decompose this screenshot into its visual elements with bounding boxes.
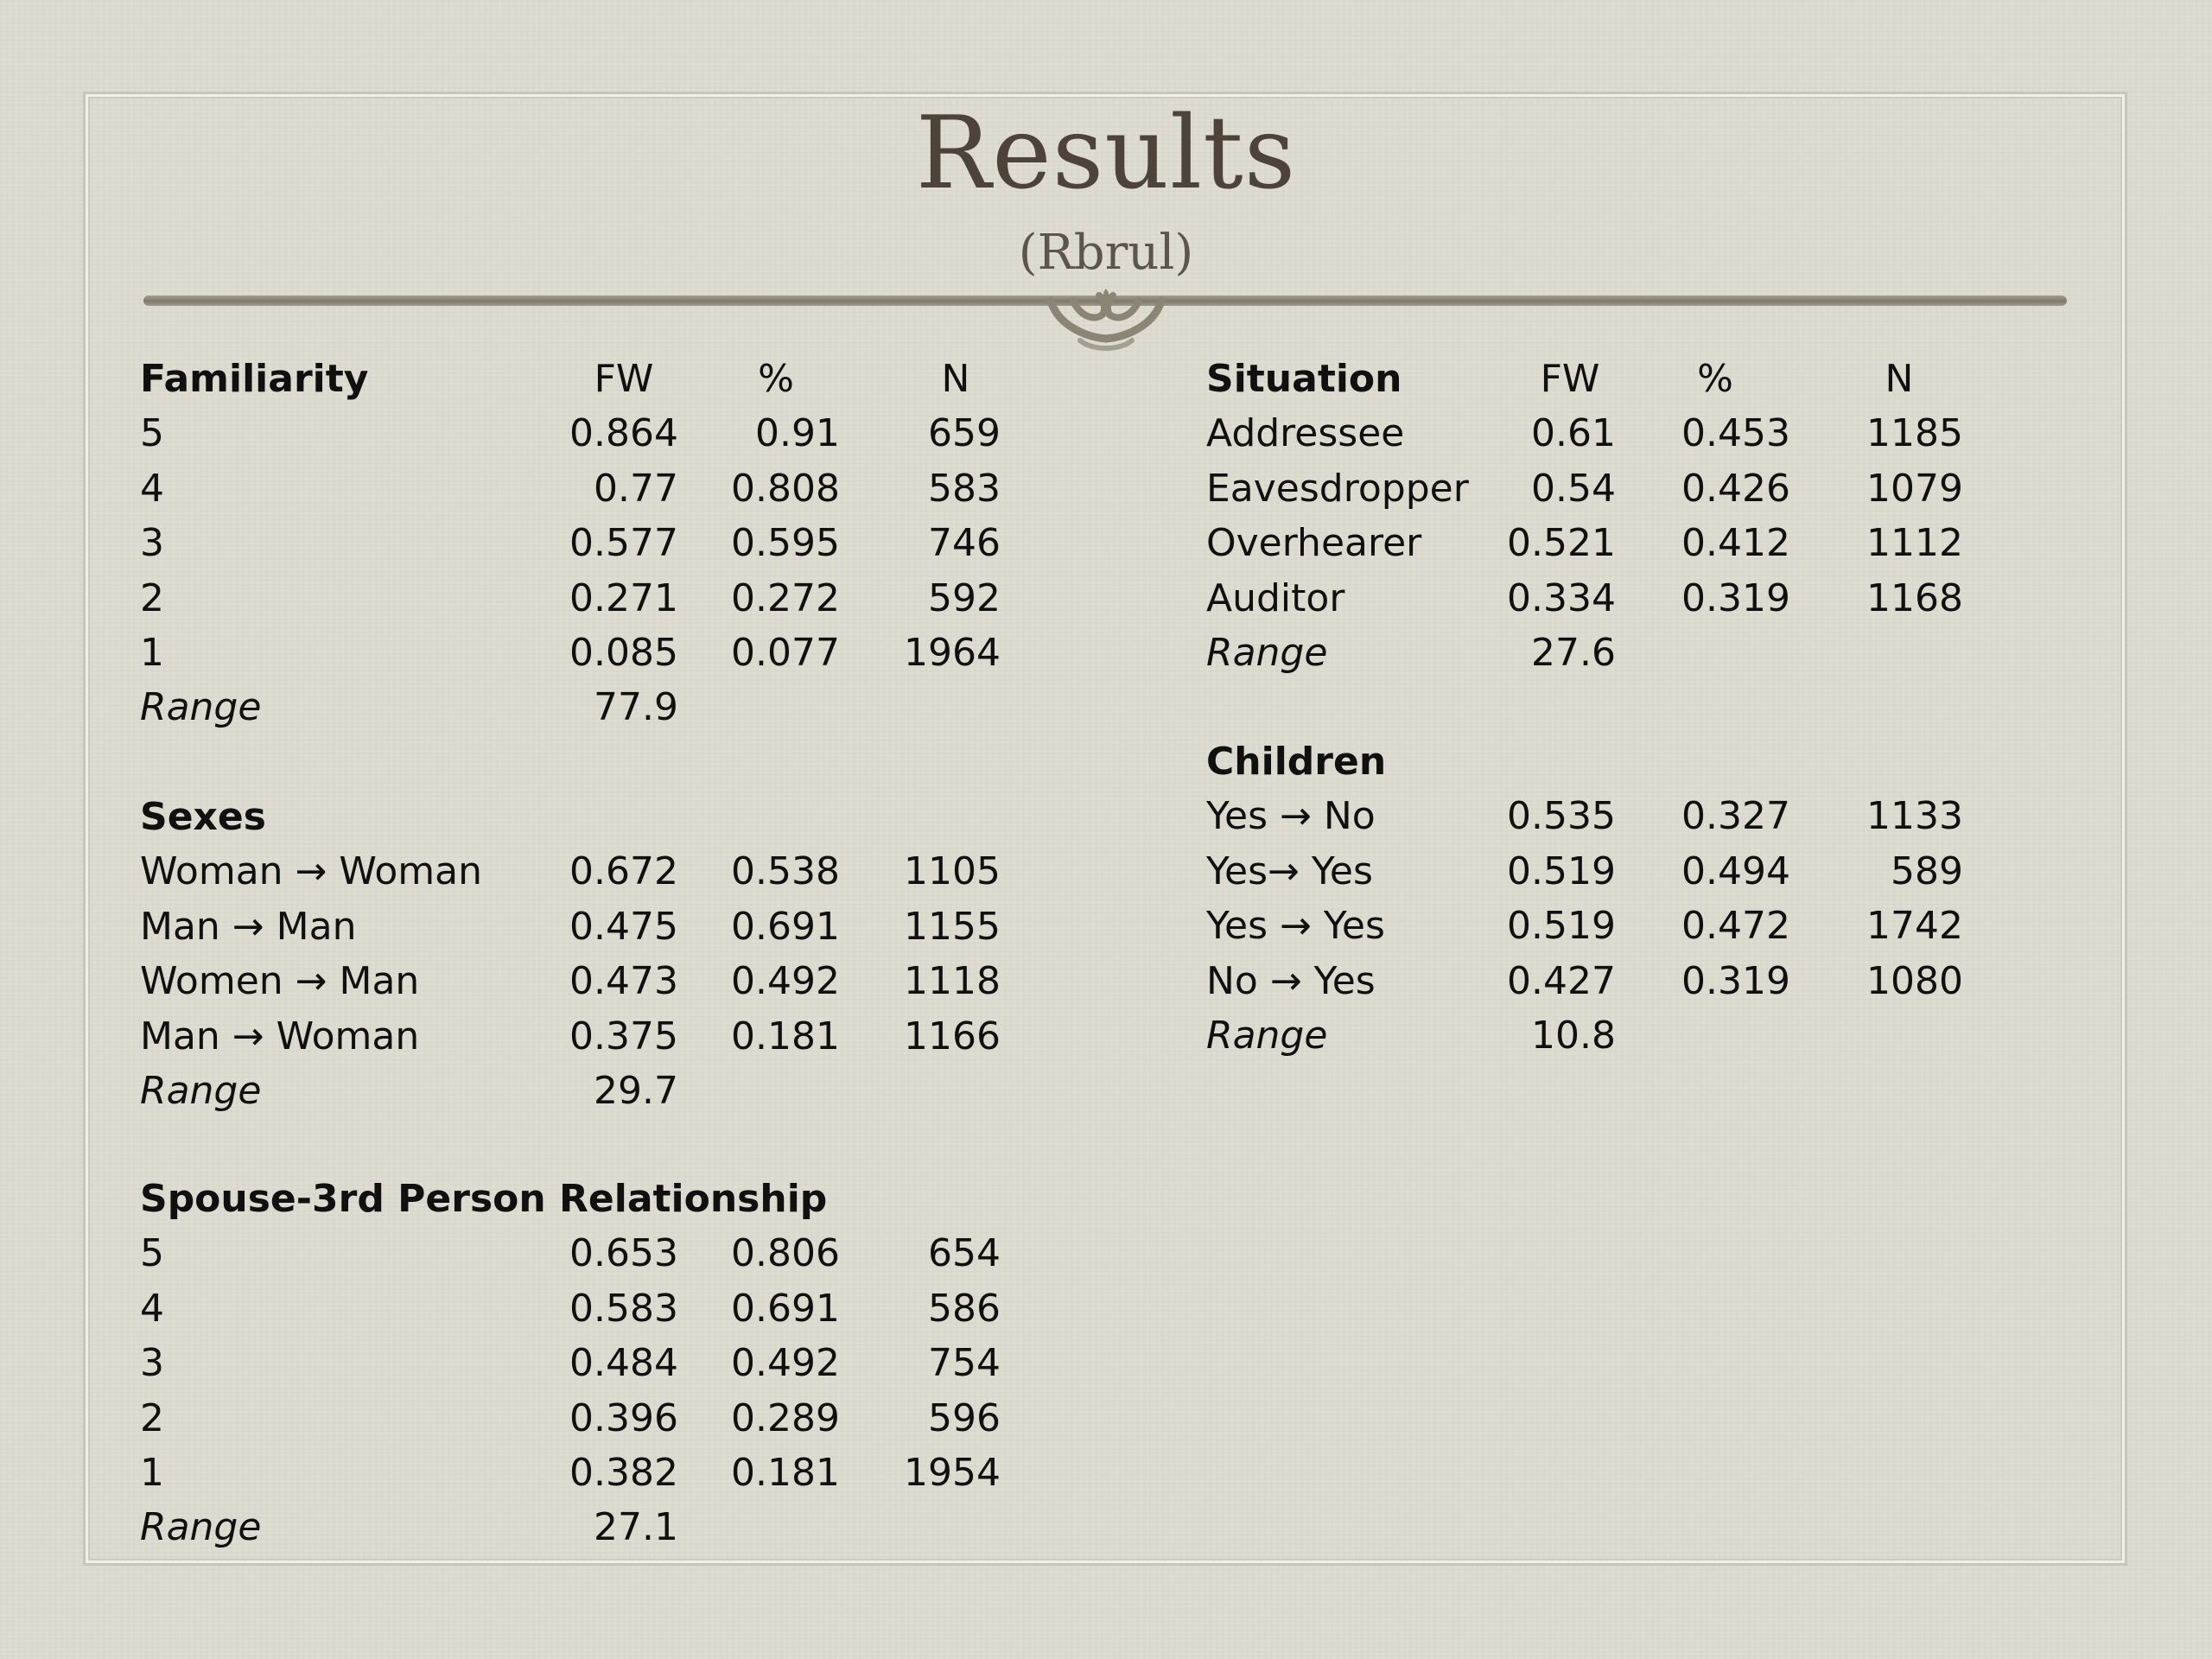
spouse-row-fw: 0.583	[569, 1286, 678, 1331]
sexes-row-label: Woman → Woman	[140, 849, 482, 894]
sexes-row-percent: 0.538	[731, 849, 840, 894]
spouse-row-fw: 0.653	[569, 1231, 678, 1276]
situation-row-n: 1079	[1866, 466, 1963, 511]
spouse-row-percent: 0.806	[731, 1231, 840, 1276]
situation-row-label: Addressee	[1206, 411, 1405, 456]
spouse-row-n: 754	[928, 1341, 1001, 1386]
children-row-n: 1133	[1866, 794, 1963, 839]
children-row-percent: 0.494	[1681, 849, 1790, 893]
spouse-row-n: 596	[928, 1395, 1001, 1440]
familiarity-row-fw: 0.77	[594, 466, 678, 511]
situation-row-percent: 0.453	[1681, 411, 1790, 456]
sexes-row-n: 1118	[904, 959, 1001, 1004]
familiarity-row-n: 659	[928, 411, 1001, 456]
spouse-row-n: 586	[928, 1286, 1001, 1331]
situation-row-fw: 0.54	[1531, 466, 1616, 511]
familiarity-row-fw: 0.864	[569, 411, 678, 456]
situation-range-label: Range	[1206, 631, 1328, 675]
familiarity-col-fw: FW	[594, 357, 654, 401]
familiarity-row-label: 4	[140, 466, 164, 511]
children-row-n: 1080	[1866, 958, 1963, 1003]
children-row-percent: 0.472	[1681, 904, 1790, 949]
situation-row-label: Overhearer	[1206, 521, 1422, 566]
familiarity-row-percent: 0.595	[731, 521, 840, 566]
children-row-fw: 0.535	[1507, 794, 1616, 839]
children-range-value: 10.8	[1531, 1014, 1616, 1058]
familiarity-row-percent: 0.808	[731, 466, 840, 511]
situation-row-percent: 0.426	[1681, 466, 1790, 511]
familiarity-range-label: Range	[140, 685, 262, 730]
children-header: Children	[1206, 740, 1387, 784]
sexes-row-percent: 0.492	[731, 959, 840, 1004]
children-row-n: 1742	[1866, 904, 1963, 949]
spouse-range-label: Range	[140, 1505, 262, 1550]
children-row-fw: 0.519	[1507, 849, 1616, 893]
sexes-row-percent: 0.181	[731, 1014, 840, 1058]
children-row-percent: 0.327	[1681, 794, 1790, 839]
sexes-row-label: Man → Woman	[140, 1014, 420, 1058]
situation-row-percent: 0.412	[1681, 521, 1790, 566]
divider-ornament-icon	[1020, 275, 1192, 361]
sexes-row-fw: 0.475	[569, 904, 678, 949]
spouse-row-label: 4	[140, 1286, 164, 1331]
familiarity-col-percent: %	[758, 357, 794, 401]
children-range-label: Range	[1206, 1014, 1328, 1058]
spouse-row-n: 654	[928, 1231, 1001, 1276]
sexes-row-n: 1166	[904, 1014, 1001, 1058]
familiarity-row-percent: 0.91	[755, 411, 840, 456]
situation-row-n: 1112	[1866, 521, 1963, 566]
spouse-row-label: 1	[140, 1451, 164, 1495]
spouse-row-percent: 0.492	[731, 1341, 840, 1386]
situation-row-fw: 0.521	[1507, 521, 1616, 566]
familiarity-row-fw: 0.271	[569, 575, 678, 620]
spouse-range-value: 27.1	[594, 1505, 678, 1550]
sexes-row-n: 1155	[904, 904, 1001, 949]
sexes-row-fw: 0.375	[569, 1014, 678, 1058]
sexes-row-percent: 0.691	[731, 904, 840, 949]
situation-row-n: 1168	[1866, 575, 1963, 620]
spouse-row-label: 5	[140, 1231, 164, 1276]
spouse-row-percent: 0.289	[731, 1395, 840, 1440]
situation-row-n: 1185	[1866, 411, 1963, 456]
sexes-row-fw: 0.672	[569, 849, 678, 894]
sexes-header: Sexes	[140, 795, 266, 839]
situation-header: Situation	[1206, 357, 1402, 401]
familiarity-range-value: 77.9	[594, 685, 678, 730]
sexes-row-n: 1105	[904, 849, 1001, 894]
familiarity-col-n: N	[941, 357, 970, 401]
sexes-row-label: Women → Man	[140, 959, 420, 1004]
familiarity-row-label: 3	[140, 521, 164, 566]
spouse-header: Spouse-3rd Person Relationship	[140, 1177, 828, 1221]
spouse-row-n: 1954	[904, 1451, 1001, 1495]
familiarity-row-n: 592	[928, 575, 1001, 620]
spouse-row-label: 3	[140, 1341, 164, 1386]
children-row-label: Yes → Yes	[1206, 904, 1385, 949]
children-row-percent: 0.319	[1681, 958, 1790, 1003]
familiarity-row-fw: 0.085	[569, 631, 678, 675]
familiarity-row-n: 583	[928, 466, 1001, 511]
familiarity-row-fw: 0.577	[569, 521, 678, 566]
familiarity-header: Familiarity	[140, 357, 369, 401]
children-row-label: Yes → No	[1206, 794, 1376, 839]
familiarity-row-percent: 0.077	[731, 631, 840, 675]
spouse-row-fw: 0.382	[569, 1451, 678, 1495]
slide-title: Results	[915, 95, 1297, 212]
familiarity-row-n: 1964	[904, 631, 1001, 675]
children-row-n: 589	[1891, 849, 1963, 893]
situation-row-percent: 0.319	[1681, 575, 1790, 620]
spouse-row-percent: 0.691	[731, 1286, 840, 1331]
children-row-fw: 0.427	[1507, 958, 1616, 1003]
situation-col-n: N	[1885, 357, 1914, 401]
children-row-label: No → Yes	[1206, 958, 1376, 1003]
situation-col-fw: FW	[1540, 357, 1600, 401]
familiarity-row-label: 1	[140, 631, 164, 675]
situation-row-fw: 0.61	[1531, 411, 1616, 456]
children-row-fw: 0.519	[1507, 904, 1616, 949]
situation-row-label: Eavesdropper	[1206, 466, 1469, 511]
slide-subtitle: (Rbrul)	[1018, 225, 1194, 281]
sexes-range-value: 29.7	[594, 1069, 678, 1113]
spouse-row-label: 2	[140, 1395, 164, 1440]
spouse-row-percent: 0.181	[731, 1451, 840, 1495]
familiarity-row-label: 2	[140, 575, 164, 620]
situation-col-percent: %	[1697, 357, 1733, 401]
situation-range-value: 27.6	[1531, 631, 1616, 675]
situation-row-fw: 0.334	[1507, 575, 1616, 620]
sexes-range-label: Range	[140, 1069, 262, 1113]
sexes-row-fw: 0.473	[569, 959, 678, 1004]
spouse-row-fw: 0.396	[569, 1395, 678, 1440]
familiarity-row-label: 5	[140, 411, 164, 456]
situation-row-label: Auditor	[1206, 575, 1345, 620]
children-row-label: Yes→ Yes	[1206, 849, 1373, 893]
familiarity-row-n: 746	[928, 521, 1001, 566]
spouse-row-fw: 0.484	[569, 1341, 678, 1386]
sexes-row-label: Man → Man	[140, 904, 357, 949]
familiarity-row-percent: 0.272	[731, 575, 840, 620]
